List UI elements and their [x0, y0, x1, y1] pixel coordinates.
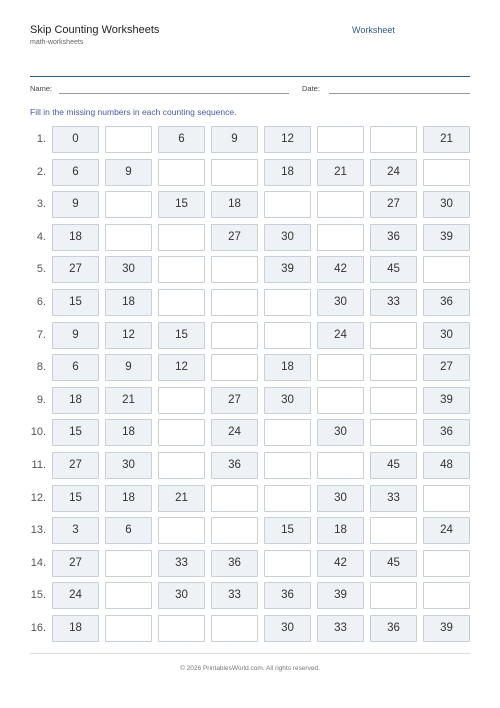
answer-blank-cell[interactable]	[105, 615, 152, 642]
given-number-cell: 27	[52, 452, 99, 479]
given-number-cell: 18	[317, 517, 364, 544]
given-number-cell: 15	[52, 419, 99, 446]
row-number: 9.	[36, 393, 46, 406]
answer-blank-cell[interactable]	[317, 224, 364, 251]
worksheet-subtitle: math-worksheets	[30, 39, 84, 46]
answer-blank-cell[interactable]	[211, 485, 258, 512]
given-number-cell: 15	[158, 191, 205, 218]
given-number-cell: 24	[370, 159, 417, 186]
given-number-cell: 27	[52, 550, 99, 577]
given-number-cell: 27	[370, 191, 417, 218]
row-number: 4.	[36, 230, 46, 243]
sequence-row	[0, 485, 500, 512]
given-number-cell: 6	[52, 354, 99, 381]
given-number-cell: 30	[264, 224, 311, 251]
answer-blank-cell[interactable]	[370, 354, 417, 381]
name-label: Name:	[30, 84, 53, 93]
answer-blank-cell[interactable]	[317, 354, 364, 381]
given-number-cell: 21	[317, 159, 364, 186]
row-number: 16.	[30, 621, 46, 634]
answer-blank-cell[interactable]	[264, 191, 311, 218]
answer-blank-cell[interactable]	[370, 322, 417, 349]
given-number-cell: 33	[211, 582, 258, 609]
given-number-cell: 15	[264, 517, 311, 544]
answer-blank-cell[interactable]	[211, 256, 258, 283]
sequence-row	[0, 289, 500, 316]
sequence-row	[0, 387, 500, 414]
date-label: Date:	[302, 84, 320, 93]
given-number-cell: 21	[105, 387, 152, 414]
row-number: 7.	[36, 328, 46, 341]
given-number-cell: 0	[52, 126, 99, 153]
sequence-row	[0, 550, 500, 577]
row-number: 13.	[30, 524, 46, 537]
answer-blank-cell[interactable]	[317, 126, 364, 153]
answer-blank-cell[interactable]	[264, 322, 311, 349]
instructions: Fill in the missing numbers in each counting sequence.	[30, 107, 237, 117]
given-number-cell: 27	[52, 256, 99, 283]
sequence-grid	[0, 126, 500, 648]
row-number: 1.	[36, 133, 46, 145]
answer-blank-cell[interactable]	[370, 126, 417, 153]
answer-blank-cell[interactable]	[370, 419, 417, 446]
given-number-cell: 9	[52, 322, 99, 349]
given-number-cell: 45	[370, 256, 417, 283]
given-number-cell: 36	[264, 582, 311, 609]
sequence-row	[0, 582, 500, 609]
answer-blank-cell[interactable]	[105, 550, 152, 577]
given-number-cell: 6	[105, 517, 152, 544]
answer-blank-cell[interactable]	[264, 452, 311, 479]
answer-blank-cell[interactable]	[317, 191, 364, 218]
row-number: 3.	[36, 198, 46, 211]
given-number-cell: 36	[211, 550, 258, 577]
given-number-cell: 39	[264, 256, 311, 283]
row-number: 8.	[36, 361, 46, 374]
given-number-cell: 36	[211, 452, 258, 479]
given-number-cell: 30	[423, 322, 470, 349]
given-number-cell: 30	[158, 582, 205, 609]
given-number-cell: 33	[370, 485, 417, 512]
answer-blank-cell[interactable]	[158, 419, 205, 446]
answer-blank-cell[interactable]	[423, 256, 470, 283]
given-number-cell: 9	[105, 159, 152, 186]
given-number-cell: 30	[317, 419, 364, 446]
answer-blank-cell[interactable]	[211, 615, 258, 642]
given-number-cell: 33	[370, 289, 417, 316]
worksheet-title: Skip Counting Worksheets	[30, 24, 160, 36]
sequence-row	[0, 419, 500, 446]
given-number-cell: 21	[158, 485, 205, 512]
date-field[interactable]	[329, 93, 470, 94]
answer-blank-cell[interactable]	[105, 224, 152, 251]
sequence-row	[0, 615, 500, 642]
answer-blank-cell[interactable]	[317, 452, 364, 479]
sequence-row	[0, 354, 500, 381]
given-number-cell: 39	[423, 387, 470, 414]
answer-blank-cell[interactable]	[105, 126, 152, 153]
given-number-cell: 9	[105, 354, 152, 381]
given-number-cell: 48	[423, 452, 470, 479]
given-number-cell: 27	[211, 224, 258, 251]
answer-blank-cell[interactable]	[158, 387, 205, 414]
answer-blank-cell[interactable]	[158, 452, 205, 479]
given-number-cell: 30	[317, 289, 364, 316]
given-number-cell: 6	[158, 126, 205, 153]
given-number-cell: 3	[52, 517, 99, 544]
given-number-cell: 45	[370, 550, 417, 577]
answer-blank-cell[interactable]	[423, 582, 470, 609]
given-number-cell: 39	[423, 615, 470, 642]
row-number: 11.	[31, 458, 46, 471]
given-number-cell: 24	[317, 322, 364, 349]
given-number-cell: 18	[211, 191, 258, 218]
name-field[interactable]	[59, 93, 289, 94]
given-number-cell: 18	[105, 485, 152, 512]
given-number-cell: 33	[317, 615, 364, 642]
given-number-cell: 21	[423, 126, 470, 153]
given-number-cell: 42	[317, 550, 364, 577]
sequence-row	[0, 159, 500, 186]
row-number: 14.	[30, 556, 46, 569]
footer-divider	[30, 653, 470, 654]
given-number-cell: 9	[211, 126, 258, 153]
answer-blank-cell[interactable]	[158, 224, 205, 251]
row-number: 6.	[36, 295, 46, 308]
answer-blank-cell[interactable]	[264, 419, 311, 446]
given-number-cell: 36	[370, 615, 417, 642]
sequence-row	[0, 224, 500, 251]
given-number-cell: 12	[105, 322, 152, 349]
row-number: 12.	[30, 491, 46, 504]
row-number: 10.	[30, 426, 46, 439]
given-number-cell: 18	[52, 387, 99, 414]
given-number-cell: 27	[211, 387, 258, 414]
answer-blank-cell[interactable]	[264, 485, 311, 512]
given-number-cell: 30	[317, 485, 364, 512]
given-number-cell: 12	[158, 354, 205, 381]
given-number-cell: 18	[105, 289, 152, 316]
given-number-cell: 30	[264, 387, 311, 414]
given-number-cell: 15	[52, 485, 99, 512]
given-number-cell: 6	[52, 159, 99, 186]
answer-blank-cell[interactable]	[423, 485, 470, 512]
answer-blank-cell[interactable]	[158, 256, 205, 283]
given-number-cell: 15	[52, 289, 99, 316]
given-number-cell: 18	[52, 224, 99, 251]
given-number-cell: 39	[423, 224, 470, 251]
given-number-cell: 30	[423, 191, 470, 218]
given-number-cell: 36	[370, 224, 417, 251]
row-number: 15.	[30, 589, 46, 602]
given-number-cell: 39	[317, 582, 364, 609]
given-number-cell: 27	[423, 354, 470, 381]
sequence-row	[0, 126, 500, 153]
row-number: 5.	[36, 263, 46, 276]
answer-blank-cell[interactable]	[211, 322, 258, 349]
worksheet-badge: Worksheet	[352, 25, 395, 35]
answer-blank-cell[interactable]	[370, 387, 417, 414]
given-number-cell: 18	[264, 159, 311, 186]
answer-blank-cell[interactable]	[264, 289, 311, 316]
sequence-row	[0, 191, 500, 218]
given-number-cell: 36	[423, 419, 470, 446]
answer-blank-cell[interactable]	[211, 289, 258, 316]
given-number-cell: 18	[52, 615, 99, 642]
sequence-row	[0, 322, 500, 349]
given-number-cell: 9	[52, 191, 99, 218]
answer-blank-cell[interactable]	[370, 582, 417, 609]
footer-copyright: © 2026 PrintablesWorld.com. All rights reserved.	[180, 665, 320, 672]
answer-blank-cell[interactable]	[158, 517, 205, 544]
answer-blank-cell[interactable]	[211, 159, 258, 186]
answer-blank-cell[interactable]	[264, 550, 311, 577]
given-number-cell: 18	[105, 419, 152, 446]
given-number-cell: 30	[105, 452, 152, 479]
answer-blank-cell[interactable]	[370, 517, 417, 544]
given-number-cell: 24	[211, 419, 258, 446]
answer-blank-cell[interactable]	[423, 550, 470, 577]
given-number-cell: 12	[264, 126, 311, 153]
row-number: 2.	[36, 165, 46, 178]
sequence-row	[0, 452, 500, 479]
answer-blank-cell[interactable]	[317, 387, 364, 414]
given-number-cell: 18	[264, 354, 311, 381]
given-number-cell: 24	[52, 582, 99, 609]
given-number-cell: 45	[370, 452, 417, 479]
answer-blank-cell[interactable]	[105, 191, 152, 218]
answer-blank-cell[interactable]	[105, 582, 152, 609]
sequence-row	[0, 517, 500, 544]
given-number-cell: 30	[105, 256, 152, 283]
given-number-cell: 15	[158, 322, 205, 349]
given-number-cell: 33	[158, 550, 205, 577]
given-number-cell: 24	[423, 517, 470, 544]
sequence-row	[0, 256, 500, 283]
answer-blank-cell[interactable]	[158, 159, 205, 186]
answer-blank-cell[interactable]	[158, 289, 205, 316]
answer-blank-cell[interactable]	[158, 615, 205, 642]
answer-blank-cell[interactable]	[423, 159, 470, 186]
given-number-cell: 42	[317, 256, 364, 283]
answer-blank-cell[interactable]	[211, 517, 258, 544]
header-divider	[30, 76, 470, 77]
answer-blank-cell[interactable]	[211, 354, 258, 381]
given-number-cell: 36	[423, 289, 470, 316]
given-number-cell: 30	[264, 615, 311, 642]
